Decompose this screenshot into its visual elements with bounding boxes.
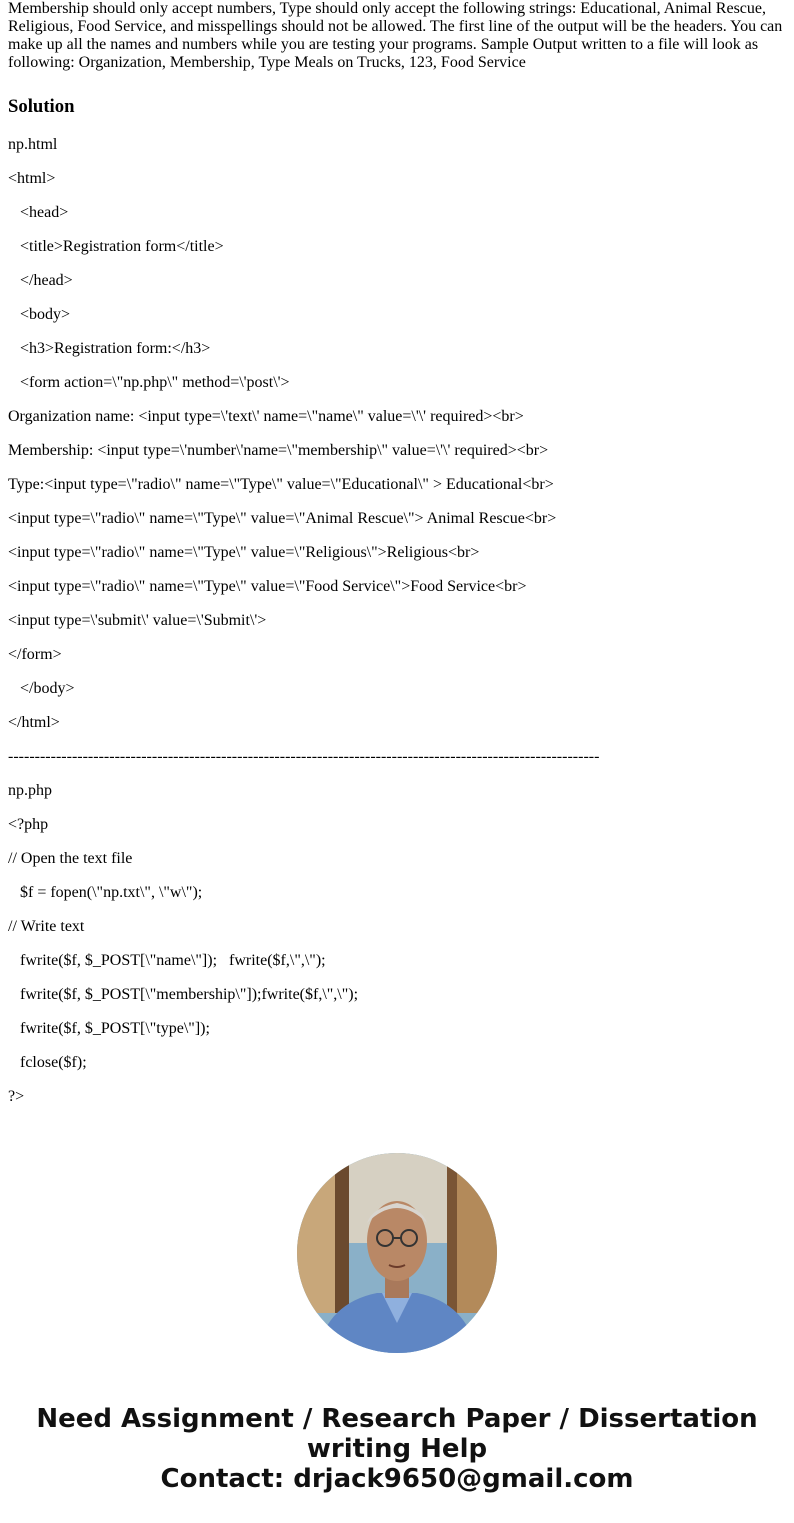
code-line: <input type=\"radio\" name=\"Type\" value=\"Religious\">Religious<br> bbox=[8, 544, 480, 561]
code-line: <input type=\"radio\" name=\"Type\" value=\"Animal Rescue\"> Animal Rescue<br> bbox=[8, 510, 557, 527]
code-line: <input type=\'submit\' value=\'Submit\'> bbox=[8, 612, 267, 629]
question-text: Membership should only accept numbers, Type should only accept the following strings: Educational, Animal Rescue, Religious, Food Service, and misspellings should not be allowed. The first line of the output will be the headers. You can make up all the names and numbers while you are testing your programs. Sample Output written to a file will look as following: Organization, Membership, Type Meals on Trucks, 123, Food Service bbox=[8, 0, 783, 71]
code-line: </form> bbox=[8, 646, 62, 663]
code-line: <h3>Registration form:</h3> bbox=[8, 340, 211, 357]
code-line: <head> bbox=[8, 204, 69, 221]
solution-heading: Solution bbox=[8, 96, 75, 117]
code-line: </head> bbox=[8, 272, 73, 289]
code-line: </body> bbox=[8, 680, 75, 697]
solution-code-block bbox=[8, 136, 786, 1122]
code-line: <input type=\"radio\" name=\"Type\" value=\"Food Service\">Food Service<br> bbox=[8, 578, 527, 595]
code-line: <body> bbox=[8, 306, 71, 323]
promo-line-1: Need Assignment / Research Paper / Dissertation bbox=[36, 1404, 758, 1434]
code-line: Membership: <input type=\'number\'name=\"membership\" value=\'\' required><br> bbox=[8, 442, 549, 459]
code-line: --------------------------------------------------------------------------------------------------------------- bbox=[8, 748, 600, 765]
code-line: <title>Registration form</title> bbox=[8, 238, 224, 255]
code-line: fwrite($f, $_POST[\"type\"]); bbox=[8, 1020, 210, 1037]
code-line: fclose($f); bbox=[8, 1054, 87, 1071]
code-line: np.html bbox=[8, 136, 58, 153]
code-line: <?php bbox=[8, 816, 49, 833]
code-line: np.php bbox=[8, 782, 52, 799]
promo-line-2: writing Help bbox=[306, 1434, 488, 1464]
code-line: <html> bbox=[8, 170, 56, 187]
author-avatar bbox=[297, 1153, 497, 1353]
code-line: Type:<input type=\"radio\" name=\"Type\" value=\"Educational\" > Educational<br> bbox=[8, 476, 554, 493]
code-line: <form action=\"np.php\" method=\'post\'> bbox=[8, 374, 290, 391]
promo-banner bbox=[0, 1404, 794, 1494]
promo-contact: Contact: drjack9650@gmail.com bbox=[160, 1464, 634, 1494]
code-line: fwrite($f, $_POST[\"membership\"]);fwrite($f,\",\"); bbox=[8, 986, 359, 1003]
code-line: // Write text bbox=[8, 918, 85, 935]
code-line: Organization name: <input type=\'text\' name=\"name\" value=\'\' required><br> bbox=[8, 408, 524, 425]
code-line: </html> bbox=[8, 714, 60, 731]
code-line: // Open the text file bbox=[8, 850, 133, 867]
author-photo-icon bbox=[297, 1153, 497, 1353]
code-line: ?> bbox=[8, 1088, 25, 1105]
code-line: $f = fopen(\"np.txt\", \"w\"); bbox=[8, 884, 203, 901]
code-line: fwrite($f, $_POST[\"name\"]); fwrite($f,\",\"); bbox=[8, 952, 326, 969]
